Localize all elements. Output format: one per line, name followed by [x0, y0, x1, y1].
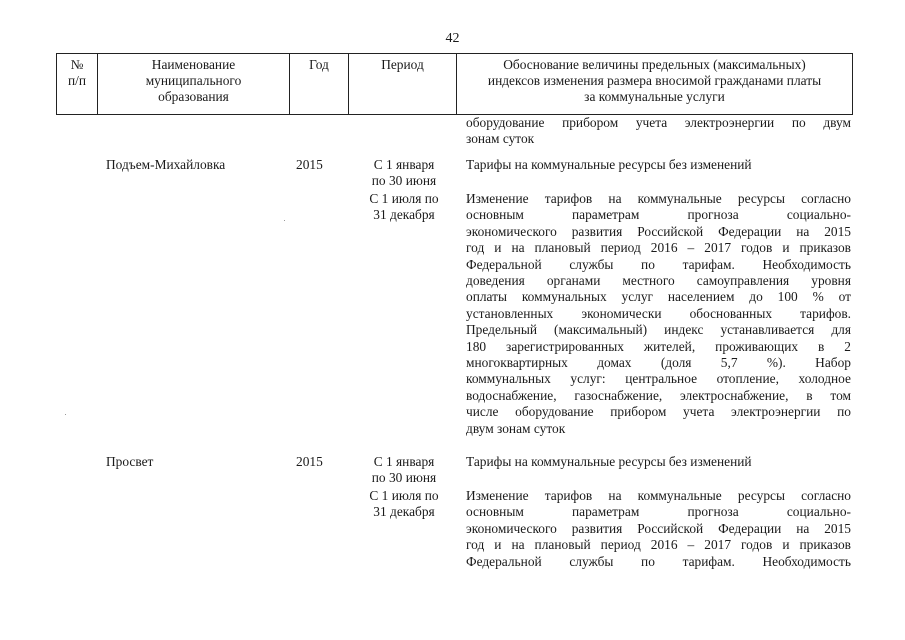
header-year: Год — [309, 57, 329, 72]
header-justification: Обоснование величины предельных (максимальных) индексов изменения размера вносимой гражданами платы за коммунальные услуги — [487, 57, 822, 104]
text-line: оборудование прибором учета электроэнергии по двум — [466, 115, 851, 130]
year: 2015 — [296, 454, 323, 469]
justification-text — [466, 191, 851, 437]
header-name: Наименование муниципального образования — [145, 57, 242, 104]
text-line: год и на плановый период 2016 – 2017 годов и приказов — [466, 240, 851, 256]
text-line: установленных экономически обоснованных тарифов. — [466, 305, 851, 321]
municipality-name: Просвет — [106, 454, 154, 469]
header-period: Период — [381, 57, 424, 72]
text-line: 180 зарегистрированных жителей, проживающих в 2 — [466, 338, 851, 354]
period-line: С 1 июля по — [369, 191, 439, 206]
text-line: Изменение тарифов на коммунальные ресурсы согласно — [466, 488, 851, 503]
period-second-half — [352, 191, 456, 224]
text-line: оплаты коммунальных услуг населением до 100 % от — [466, 289, 851, 305]
text-line: коммунальных услуг: центральное отопление, холодное — [466, 371, 851, 387]
text-line: доведения органами местного самоуправления уровня — [466, 273, 851, 289]
text-line: Изменение тарифов на коммунальные ресурсы согласно — [466, 191, 851, 206]
text-line: Федеральной службы по тарифам. Необходимость — [466, 256, 851, 272]
text-line: многоквартирных домах (доля 5,7 %). Набор — [466, 355, 851, 371]
text-line: экономического развития Российской Федерации на 2015 — [466, 223, 851, 239]
scan-speck — [284, 220, 285, 221]
period-first-half — [352, 454, 456, 487]
year: 2015 — [296, 157, 323, 172]
text-line: Федеральной службы по тарифам. Необходимость — [466, 553, 851, 569]
text-line: числе оборудование прибором учета электроэнергии по — [466, 404, 851, 420]
page-number: 42 — [445, 31, 460, 46]
period-line: по 30 июня — [371, 173, 437, 189]
text-line: основным параметрам прогноза социально- — [466, 207, 851, 223]
header-top-border — [56, 53, 852, 54]
tariff-unchanged-text: Тарифы на коммунальные ресурсы без изменений — [466, 454, 752, 469]
tariff-unchanged-text: Тарифы на коммунальные ресурсы без изменений — [466, 157, 752, 172]
period-second-half — [352, 488, 456, 521]
municipality-name: Подъем-Михайловка — [106, 157, 226, 172]
text-line: основным параметрам прогноза социально- — [466, 504, 851, 520]
text-line: двум зонам суток — [466, 420, 566, 436]
text-line: экономического развития Российской Федерации на 2015 — [466, 520, 851, 536]
continuation-text — [466, 115, 851, 148]
scan-speck — [65, 414, 66, 415]
justification-text — [466, 488, 851, 570]
period-line: С 1 июля по — [369, 488, 439, 503]
text-line: Предельный (максимальный) индекс устанавливается для — [466, 322, 851, 338]
text-line: зонам суток — [466, 131, 535, 147]
header-num: № п/п — [67, 57, 87, 88]
period-line: 31 декабря — [373, 207, 435, 223]
period-line: С 1 января — [373, 157, 435, 172]
header-divider — [852, 53, 853, 115]
text-line: водоснабжение, газоснабжение, электроснабжение, в том — [466, 387, 851, 403]
period-line: 31 декабря — [373, 504, 435, 520]
period-first-half — [352, 157, 456, 190]
text-line: год и на плановый период 2016 – 2017 годов и приказов — [466, 537, 851, 553]
period-line: по 30 июня — [371, 470, 437, 486]
period-line: С 1 января — [373, 454, 435, 469]
